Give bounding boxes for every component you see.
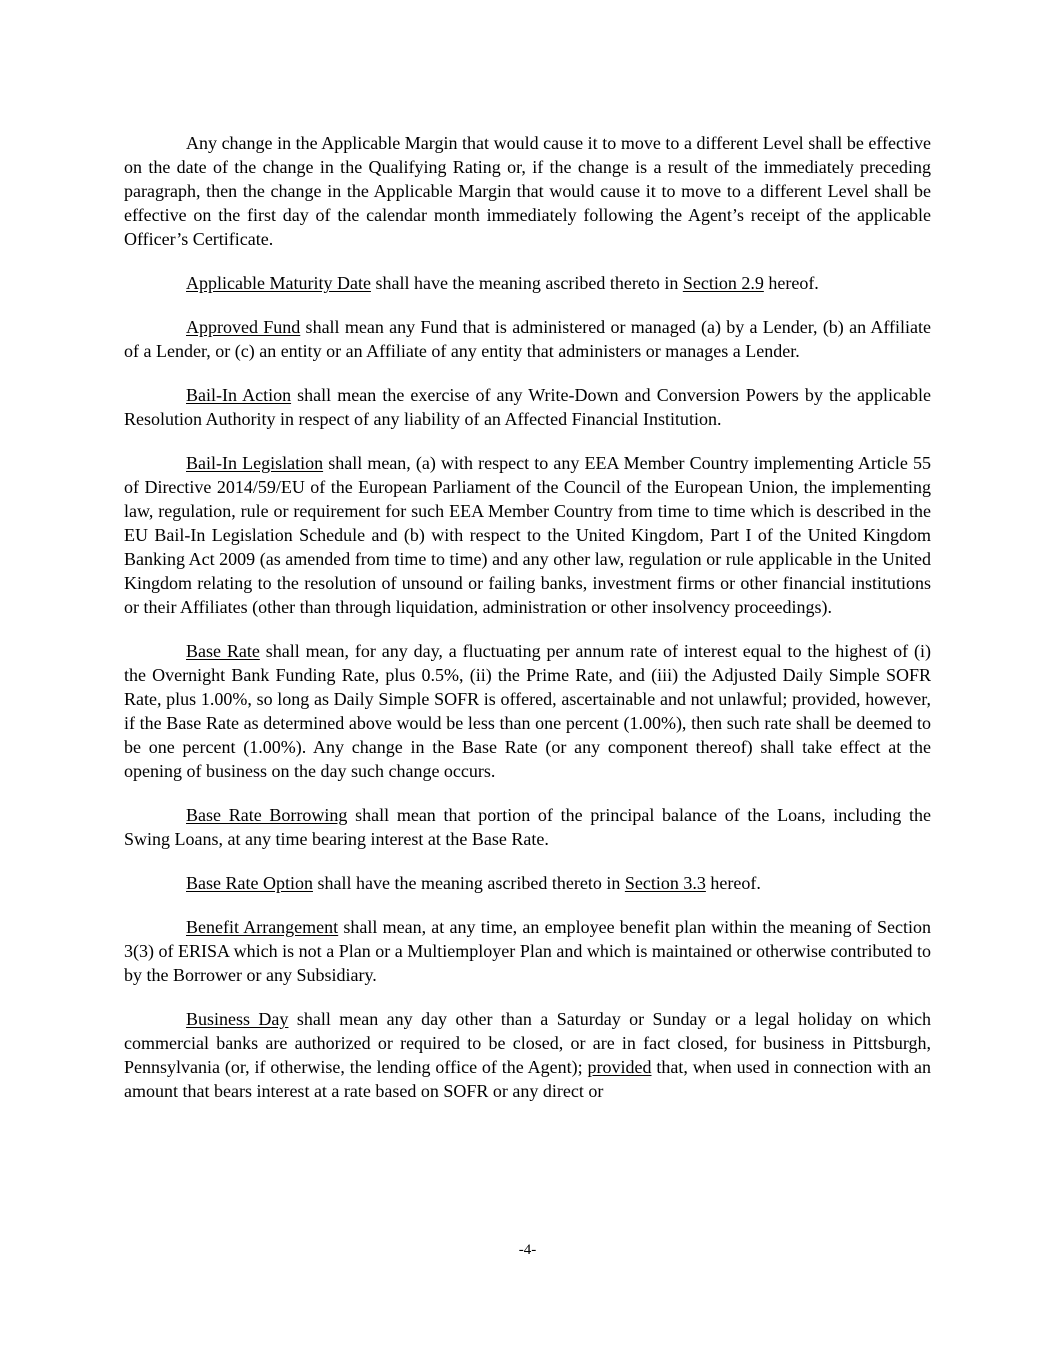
defined-term: Base Rate <box>186 641 260 661</box>
definition-text: that, when used in connection with an amount that bears interest at a rate based on SOFR or any direct or <box>124 1057 932 1101</box>
definition-benefit-arrangement <box>124 915 931 987</box>
definition-applicable-maturity-date <box>124 271 931 295</box>
definition-text: shall mean that portion of the principal balance of the Loans, including the Swing Loans, at any time bearing interest at the Base Rate. <box>124 805 932 849</box>
definition-business-day <box>124 1007 931 1103</box>
definition-text: shall mean the exercise of any Write-Down and Conversion Powers by the applicable Resolution Authority in respect of any liability of an Affected Financial Institution. <box>124 385 931 429</box>
section-reference: Section 2.9 <box>682 273 764 293</box>
definition-text: hereof. <box>705 873 761 893</box>
paragraph-text: Any change in the Applicable Margin that would cause it to move to a different Level shall be effective on the date of the change in the Qualifying Rating or, if the change is a result of the immediately preceding paragraph, then the change in the Applicable Margin that would cause it to move to a different Level shall be effective on the first day of the calendar month immediately following the Agent’s receipt of the applicable Officer’s Certificate. <box>124 133 931 249</box>
definition-base-rate-borrowing <box>124 803 931 851</box>
document-body <box>124 131 931 1123</box>
definition-text: shall mean, for any day, a fluctuating per annum rate of interest equal to the highest of (i) the Overnight Bank Funding Rate, plus 0.5%, (ii) the Prime Rate, and (iii) the Adjusted Daily Simple SOFR Rate, plus 1.00%, so long as Daily Simple SOFR is offered, ascertainable and not unlawful; provided, however, if the Base Rate as determined above would be less than one percent (1.00%), then such rate shall be deemed to be one percent (1.00%). Any change in the Base Rate (or any component thereof) shall take effect at the opening of business on the day such change occurs. <box>124 641 931 781</box>
definition-base-rate-option <box>124 871 931 895</box>
definition-text: shall mean, (a) with respect to any EEA Member Country implementing Article 55 of Directive 2014/59/EU of the European Parliament of the Council of the European Union, the implementing law, regulation, rule or requirement for such EEA Member Country from time to time which is described in the EU Bail-In Legislation Schedule and (b) with respect to the United Kingdom, Part I of the United Kingdom Banking Act 2009 (as amended from time to time) and any other law, regulation or rule applicable in the United Kingdom relating to the resolution of unsound or failing banks, investment firms or other financial institutions or their Affiliates (other than through liquidation, administration or other insolvency proceedings). <box>124 453 931 617</box>
definition-text: shall have the meaning ascribed thereto in <box>312 873 625 893</box>
defined-term: Applicable Maturity Date <box>186 273 371 293</box>
defined-term: Business Day <box>186 1009 289 1029</box>
definition-approved-fund <box>124 315 931 363</box>
defined-term: Approved Fund <box>186 317 301 337</box>
defined-term: Base Rate Borrowing <box>186 805 348 825</box>
proviso-term: provided <box>587 1057 652 1077</box>
definition-bail-in-action <box>124 383 931 431</box>
definition-text: shall mean any Fund that is administered or managed (a) by a Lender, (b) an Affiliate of a Lender, or (c) an entity or an Affiliate of any entity that administers or manages a Lender. <box>124 317 932 361</box>
definition-base-rate <box>124 639 931 783</box>
defined-term: Bail-In Legislation <box>186 453 324 473</box>
definition-text: hereof. <box>763 273 819 293</box>
definition-text: shall mean, at any time, an employee benefit plan within the meaning of Section 3(3) of ERISA which is not a Plan or a Multiemployer Plan and which is maintained or otherwise contributed to by the Borrower or any Subsidiary. <box>124 917 931 985</box>
paragraph-applicable-margin-change <box>124 131 931 251</box>
definition-bail-in-legislation <box>124 451 931 619</box>
page-number: -4- <box>518 1242 537 1258</box>
section-reference: Section 3.3 <box>624 873 706 893</box>
definition-text: shall mean any day other than a Saturday or Sunday or a legal holiday on which commercial banks are authorized or required to be closed, or are in fact closed, for business in Pittsburgh, Pennsylvania (or, if otherwise, the lending office of the Agent); <box>124 1009 931 1077</box>
defined-term: Benefit Arrangement <box>186 917 339 937</box>
definition-text: shall have the meaning ascribed thereto in <box>370 273 683 293</box>
defined-term: Bail-In Action <box>186 385 292 405</box>
defined-term: Base Rate Option <box>186 873 313 893</box>
